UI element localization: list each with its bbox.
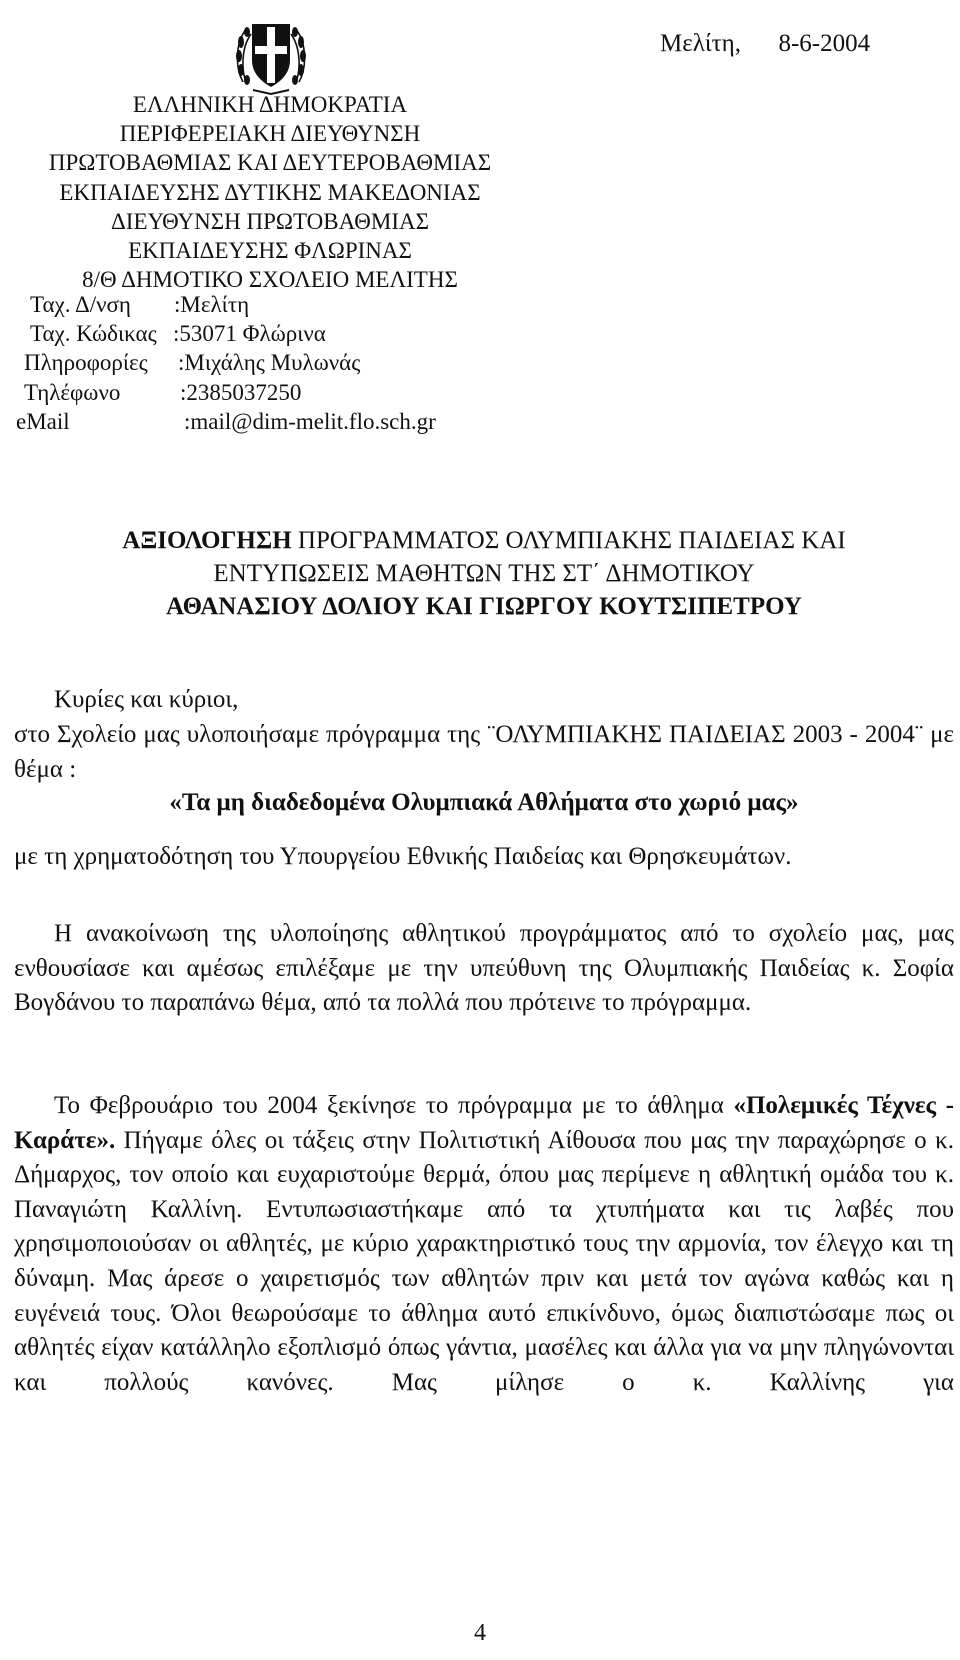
title-line: ΕΝΤΥΠΩΣΕΙΣ ΜΑΘΗΤΩΝ ΤΗΣ ΣΤ΄ ΔΗΜΟΤΙΚΟΥ <box>213 560 755 587</box>
contact-value: :2385037250 <box>180 379 302 405</box>
letterhead-line: 8/Θ ΔΗΜΟΤΙΚΟ ΣΧΟΛΕΙΟ ΜΕΛΙΤΗΣ <box>82 267 458 293</box>
letterhead-line: ΕΚΠΑΙΔΕΥΣΗΣ ΦΛΩΡΙΝΑΣ <box>128 238 412 264</box>
contact-label: Ταχ. Δ/νση <box>30 292 131 317</box>
title-bold-word: ΑΞΙΟΛΟΓΗΣΗ <box>122 527 292 554</box>
letterhead-line: ΕΛΛΗΝΙΚΗ ΔΗΜΟΚΡΑΤΙΑ <box>132 92 408 117</box>
contact-label: Ταχ. Κώδικας <box>30 321 157 347</box>
letterhead <box>0 90 540 294</box>
letterhead-line: ΔΙΕΥΘΥΝΣΗ ΠΡΩΤΟΒΑΘΜΙΑΣ <box>111 208 429 234</box>
letter-date: Μελίτη, 8-6-2004 <box>660 30 871 57</box>
karate-heading: «Πολεμικές Τέχνες - Καράτε». <box>14 1092 955 1154</box>
announcement-paragraph: Η ανακοίνωση της υλοποίησης αθλητικού προγράμματος από το σχολείο μας, μας ενθουσίασε και αμέσως επιλέξαμε με την υπεύθυνη της Ολυμπιακής Παιδείας κ. Σοφία Βογδάνου το παραπάνω θέμα, από τα πολλά που πρότεινε το πρόγραμμα. <box>14 920 954 1017</box>
title-line-rest: ΠΡΟΓΡΑΜΜΑΤΟΣ ΟΛΥΜΠΙΑΚΗΣ ΠΑΙΔΕΙΑΣ ΚΑΙ <box>291 527 846 554</box>
title-authors: ΑΘΑΝΑΣΙΟΥ ΔΟΛΙΟΥ ΚΑΙ ΓΙΩΡΓΟΥ ΚΟΥΤΣΙΠΕΤΡΟΥ <box>166 593 802 620</box>
greeting: Κυρίες και κύριοι, <box>54 686 239 713</box>
letterhead-line: ΕΚΠΑΙΔΕΥΣΗΣ ΔΥΤΙΚΗΣ ΜΑΚΕΔΟΝΙΑΣ <box>59 179 481 205</box>
page-number: 4 <box>474 1620 486 1646</box>
email-link[interactable]: :mail@dim-melit.flo.sch.gr <box>184 408 436 434</box>
contact-label: Πληροφορίες <box>24 350 148 376</box>
contact-label: Τηλέφωνο <box>24 379 121 405</box>
karate-paragraph-start: Το Φεβρουάριο του 2004 ξεκίνησε το πρόγραμμα με το άθλημα <box>54 1092 734 1119</box>
contact-value: :Μιχάλης Μυλωνάς <box>178 350 361 376</box>
karate-paragraph <box>14 1089 954 1400</box>
contact-value: :53071 Φλώρινα <box>173 321 326 347</box>
contact-value: :Μελίτη <box>174 292 250 317</box>
program-theme: «Τα μη διαδεδομένα Ολυμπιακά Αθλήματα στο χωριό μας» <box>169 789 799 816</box>
intro-paragraph: στο Σχολείο μας υλοποιήσαμε πρόγραμμα της ¨ΟΛΥΜΠΙΑΚΗΣ ΠΑΙΔΕΙΑΣ 2003 - 2004¨ με θέμα : <box>14 721 954 783</box>
letterhead-line: ΠΕΡΙΦΕΡΕΙΑΚΗ ΔΙΕΥΘΥΝΣΗ <box>119 121 421 147</box>
document-title <box>14 524 954 623</box>
title-line <box>14 524 954 557</box>
karate-paragraph-rest: Πήγαμε όλες οι τάξεις στην Πολιτιστική Αίθουσα που μας την παραχώρησε ο κ. Δήμαρχος, τον οποίο και ευχαριστούμε θερμά, όπου μας περίμενε η αθλητική ομάδα του κ. Παναγιώτη Καλλίνη. Εντυπωσιαστήκαμε από τα χτυπήματα και τις λαβές που χρησιμοποιούσαν οι αθλητές, με κύριο χαρακτηριστικό τους την αρμονία, τον έλεγχο και τη δύναμη. Μας άρεσε ο χαιρετισμός των αθλητών πριν και μετά τον αγώνα καθώς και η ευγένειά τους. Όλοι θεωρούσαμε το άθλημα αυτό επικίνδυνο, όμως διαπιστώσαμε πως οι αθλητές είχαν κατάλληλο εξοπλισμό όπως γάντια, μασέλες και άλλα για να μην πληγώνονται και πολλούς κανόνες. Μας μίλησε ο κ. Καλλίνης για <box>14 1126 954 1396</box>
funding-paragraph: με τη χρηματοδότηση του Υπουργείου Εθνικής Παιδείας και Θρησκευμάτων. <box>14 843 792 870</box>
contact-label: eMail <box>16 408 70 434</box>
letterhead-line: ΠΡΩΤΟΒΑΘΜΙΑΣ ΚΑΙ ΔΕΥΤΕΡΟΒΑΘΜΙΑΣ <box>48 150 492 176</box>
greek-coat-of-arms-icon <box>233 12 309 96</box>
